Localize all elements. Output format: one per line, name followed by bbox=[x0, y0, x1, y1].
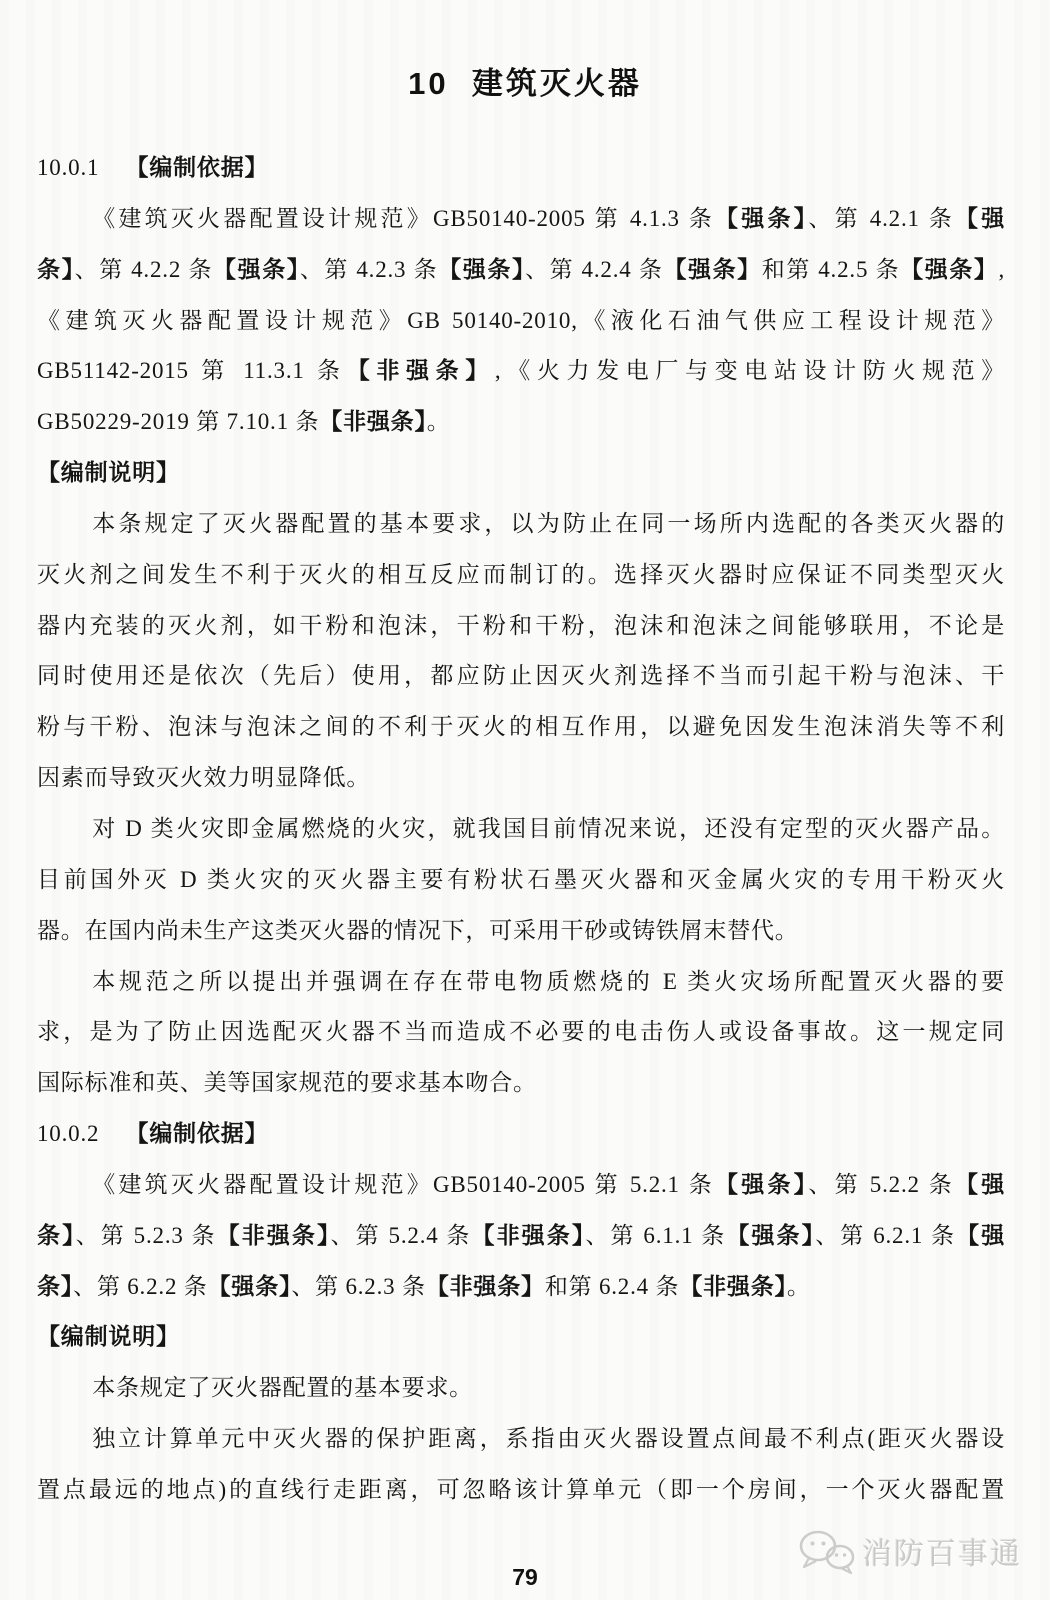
emphasis-text: 【强 bbox=[956, 1222, 1005, 1248]
text-line bbox=[37, 957, 1005, 1008]
emphasis-text: 【强条】 bbox=[663, 256, 762, 282]
body-text: 、第 6.2.1 条 bbox=[815, 1222, 957, 1248]
body-text: 、第 5.2.2 条 bbox=[808, 1171, 955, 1197]
body-text: GB50229-2019 第 7.10.1 条 bbox=[37, 409, 320, 435]
body-text: 、第 5.2.3 条 bbox=[75, 1222, 217, 1248]
section-heading bbox=[37, 1312, 1005, 1363]
body-text: 粉与干粉、泡沫与泡沫之间的不利于灭火的相互作用，以避免因发生泡沫消失等不利 bbox=[37, 714, 1005, 740]
body-text: 《建筑灭火器配置设计规范》GB50140-2005 第 4.1.3 条 bbox=[92, 205, 716, 231]
text-line bbox=[37, 753, 1005, 804]
text-line bbox=[37, 906, 1005, 957]
emphasis-text: 【编制说明】 bbox=[37, 460, 180, 486]
emphasis-text: 【编制依据】 bbox=[125, 155, 269, 180]
text-line bbox=[37, 143, 1005, 194]
text-line bbox=[37, 245, 1005, 296]
text-line bbox=[37, 804, 1005, 855]
body-text: 、第 4.2.4 条 bbox=[525, 256, 664, 282]
text-line bbox=[37, 346, 1005, 397]
emphasis-text: 【强条】 bbox=[715, 1171, 809, 1197]
emphasis-text: 条】 bbox=[37, 1222, 76, 1248]
section-heading bbox=[37, 1109, 1005, 1160]
body-text: 独立计算单元中灭火器的保护距离，系指由灭火器设置点间最不利点(距灭火器设 bbox=[92, 1426, 1005, 1452]
paragraph bbox=[37, 1160, 1005, 1313]
text-line bbox=[37, 296, 1005, 347]
body-text: 本规范之所以提出并强调在存在带电物质燃烧的 E 类火灾场所配置灭火器的要 bbox=[92, 968, 1005, 994]
emphasis-text: 【非强条】 bbox=[425, 1273, 545, 1299]
emphasis-text: 【强条】 bbox=[438, 256, 526, 282]
text-line bbox=[37, 1211, 1005, 1262]
body-text: 本条规定了灭火器配置的基本要求。 bbox=[92, 1375, 473, 1401]
text-line bbox=[37, 397, 1005, 448]
paragraph bbox=[37, 804, 1005, 957]
body-text: 、第 4.2.2 条 bbox=[74, 256, 214, 282]
body-text: 求，是为了防止因选配灭火器不当而造成不必要的电击伤人或设备事故。这一规定同 bbox=[37, 1019, 1005, 1045]
paragraph bbox=[37, 1363, 1005, 1414]
emphasis-text: 【非强条】 bbox=[346, 358, 495, 384]
text-line bbox=[37, 1007, 1005, 1058]
page-title: 10 建筑灭火器 bbox=[408, 66, 642, 101]
text-line bbox=[37, 1109, 1005, 1160]
body-text: 置点最远的地点)的直线行走距离，可忽略该计算单元（即一个房间，一个灭火器配置 bbox=[37, 1476, 1005, 1502]
page-number: 79 bbox=[512, 1564, 538, 1590]
body-text: 《建筑灭火器配置设计规范》GB50140-2005 第 5.2.1 条 bbox=[92, 1171, 716, 1197]
text-line bbox=[37, 1363, 1005, 1414]
body-text: 、第 4.2.1 条 bbox=[808, 205, 955, 231]
text-line bbox=[37, 855, 1005, 906]
body-text: 器。在国内尚未生产这类灭火器的情况下，可采用干砂或铸铁屑末替代。 bbox=[37, 917, 799, 943]
emphasis-text: 条】 bbox=[37, 256, 75, 282]
emphasis-text: 【非强条】 bbox=[679, 1273, 787, 1299]
body-text: 、第 4.2.3 条 bbox=[299, 256, 439, 282]
emphasis-text: 【强条】 bbox=[213, 256, 300, 282]
emphasis-text: 【强条】 bbox=[900, 256, 999, 282]
text-line bbox=[37, 1160, 1005, 1211]
body-text: GB51142-2015 第 11.3.1 条 bbox=[37, 358, 347, 384]
text-line bbox=[37, 1058, 1005, 1109]
text-line bbox=[37, 194, 1005, 245]
emphasis-text: 【强条】 bbox=[207, 1273, 292, 1299]
body-text: 灭火剂之间发生不利于灭火的相互反应而制订的。选择灭火器时应保证不同类型灭火 bbox=[37, 561, 1005, 587]
body-text: ,《火力发电厂与变电站设计防火规范》 bbox=[494, 358, 1005, 384]
body-text: 同时使用还是依次（先后）使用，都应防止因灭火剂选择不当而引起干粉与泡沫、干 bbox=[37, 663, 1005, 689]
body-text: 、第 6.1.1 条 bbox=[585, 1222, 727, 1248]
text-line bbox=[37, 448, 1005, 499]
text-line bbox=[37, 1414, 1005, 1465]
text-line bbox=[37, 499, 1005, 550]
emphasis-text: 【编制依据】 bbox=[125, 1121, 269, 1147]
emphasis-text: 【编制说明】 bbox=[37, 1324, 180, 1350]
body-text bbox=[99, 1121, 125, 1146]
emphasis-text: 【非强条】 bbox=[471, 1222, 586, 1248]
paragraph bbox=[37, 499, 1005, 804]
emphasis-text: 【强 bbox=[954, 205, 1005, 231]
body-text: 。 bbox=[426, 409, 451, 435]
body-text: , bbox=[998, 256, 1005, 282]
emphasis-text: 【非强条】 bbox=[216, 1222, 331, 1248]
document-body bbox=[37, 143, 1005, 1516]
body-text: 对 D 类火灾即金属燃烧的火灾，就我国目前情况来说，还没有定型的灭火器产品。 bbox=[92, 815, 1005, 841]
text-line bbox=[37, 1312, 1005, 1363]
body-text: 、第 6.2.2 条 bbox=[73, 1273, 208, 1299]
body-text: 《建筑灭火器配置设计规范》GB 50140-2010,《液化石油气供应工程设计规范》 bbox=[37, 307, 1005, 333]
paragraph bbox=[37, 957, 1005, 1110]
emphasis-text: 【强 bbox=[954, 1171, 1005, 1197]
paragraph bbox=[37, 1414, 1005, 1516]
body-text: 。 bbox=[786, 1273, 811, 1299]
body-text: 目前国外灭 D 类火灾的灭火器主要有粉状石墨灭火器和灭金属火灾的专用干粉灭火 bbox=[37, 866, 1005, 892]
body-text: 和第 6.2.4 条 bbox=[544, 1273, 680, 1299]
body-text bbox=[99, 155, 125, 180]
body-text: 、第 5.2.4 条 bbox=[330, 1222, 472, 1248]
emphasis-text: 【强条】 bbox=[715, 205, 809, 231]
text-line bbox=[37, 550, 1005, 601]
text-line bbox=[37, 1465, 1005, 1516]
text-line bbox=[37, 601, 1005, 652]
body-text: 和第 4.2.5 条 bbox=[761, 256, 901, 282]
body-text: 本条规定了灭火器配置的基本要求，以为防止在同一场所内选配的各类灭火器的 bbox=[92, 510, 1005, 536]
section-heading bbox=[37, 448, 1005, 499]
body-text: 10.0.2 bbox=[37, 1121, 100, 1147]
emphasis-text: 【非强条】 bbox=[319, 409, 427, 435]
body-text: 因素而导致灭火效力明显降低。 bbox=[37, 765, 371, 791]
emphasis-text: 条】 bbox=[37, 1273, 74, 1299]
text-line bbox=[37, 651, 1005, 702]
watermark-text: 消防百事通 bbox=[862, 1538, 1022, 1571]
body-text: 器内充装的灭火剂，如干粉和泡沫，干粉和干粉，泡沫和泡沫之间能够联用，不论是 bbox=[37, 612, 1005, 638]
emphasis-text: 【强条】 bbox=[726, 1222, 816, 1248]
body-text: 、第 6.2.3 条 bbox=[291, 1273, 426, 1299]
body-text: 10.0.1 bbox=[37, 155, 100, 180]
body-text: 国际标准和英、美等国家规范的要求基本吻合。 bbox=[37, 1070, 537, 1096]
text-line bbox=[37, 1262, 1005, 1313]
paragraph bbox=[37, 194, 1005, 448]
text-line bbox=[37, 702, 1005, 753]
section-heading bbox=[37, 143, 1005, 194]
